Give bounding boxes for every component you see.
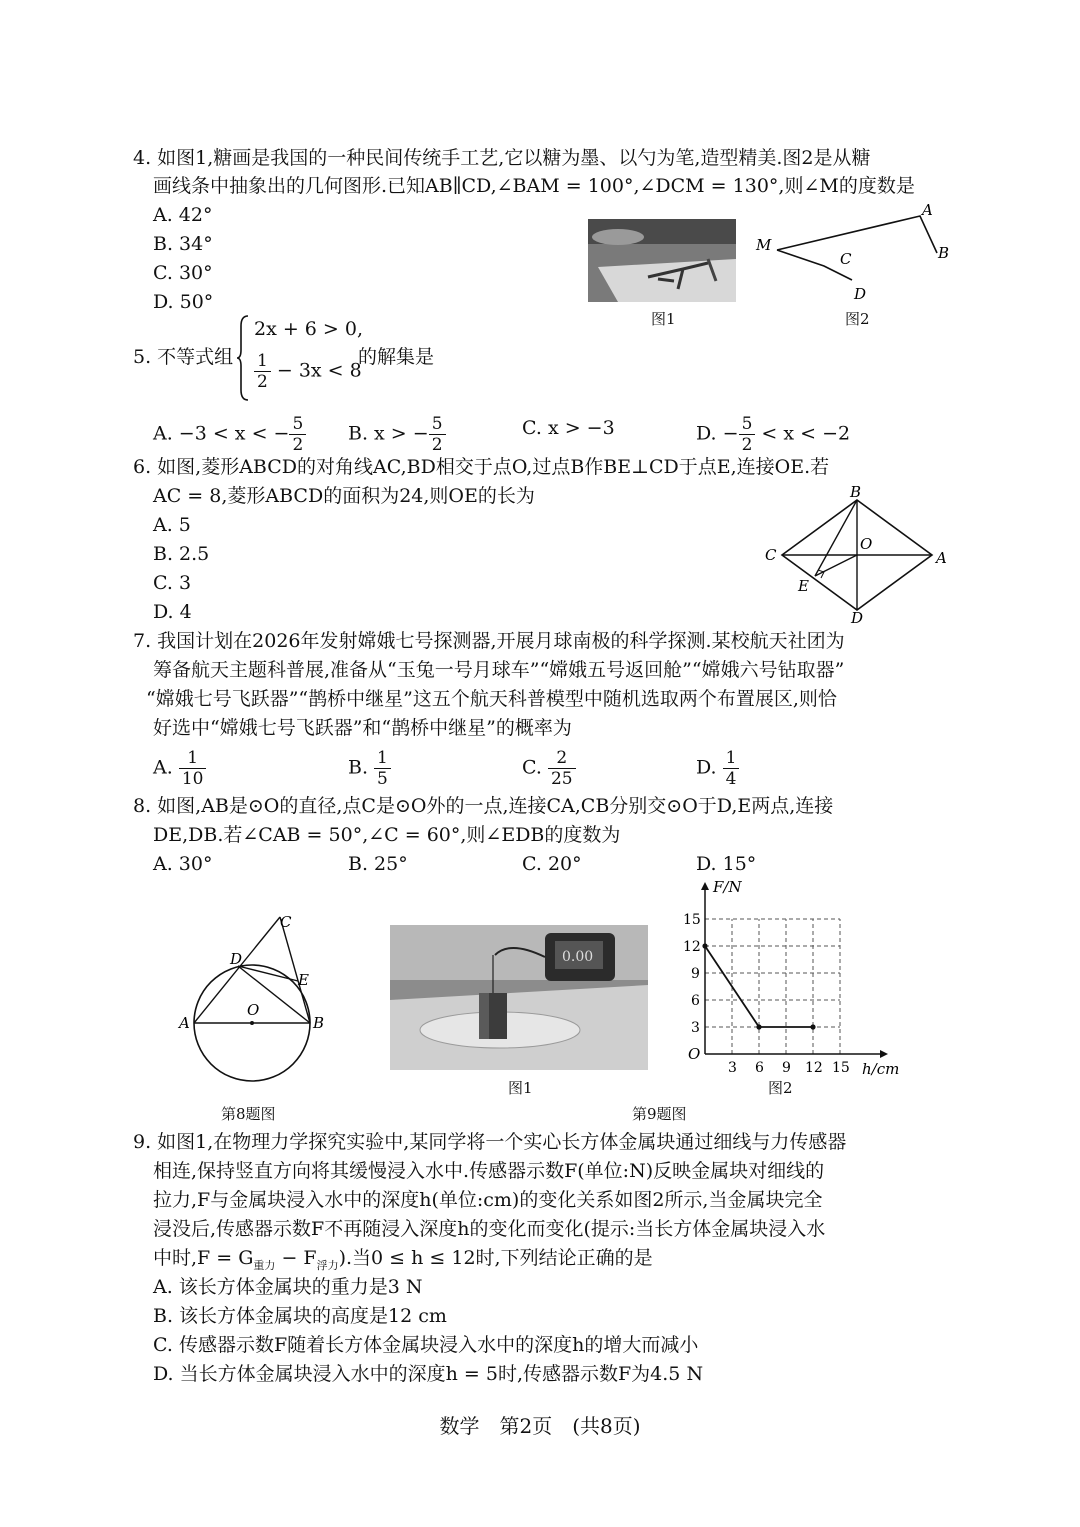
q8-fig-caption: 第8题图 [221,1105,276,1123]
q5-inequality-2: $\frac{1}{2}$ − 3x < 8 [254,351,362,392]
q4-option-b: B. 34° [153,233,213,255]
label-b: B [850,483,862,501]
q9-stem-line1: 9. 如图1,在物理力学探究实验中,某同学将一个实心长方体金属块通过细线与力传感器 [133,1131,847,1153]
chart-ticks [683,912,850,1076]
q9-fig2-caption: 图2 [768,1079,793,1097]
q4-fig2-caption: 图2 [845,310,870,328]
x-tick-label: 9 [782,1060,791,1076]
label-c: C [840,250,852,268]
label-e: E [298,971,309,989]
q7-stem-line4: 好选中“嫦娥七号飞跃器”和“鹊桥中继星”的概率为 [153,717,572,739]
x-axis-arrow [880,1050,888,1058]
rhombus-figure [760,483,960,625]
y-tick-label: 6 [691,993,700,1009]
data-point [702,943,707,948]
sugar-painting-photo [588,219,736,302]
label-m: M [756,236,772,254]
label-a: A [936,549,947,567]
q7-option-c: C. $\frac{2}{25}$ [522,748,576,789]
chart-grid [705,919,840,1054]
q4-option-a: A. 42° [153,204,213,226]
q8-option-d: D. 15° [696,853,757,875]
y-axis-label: F/N [713,878,742,896]
q9-fig1-caption: 图1 [508,1079,533,1097]
q7-stem-line1: 7. 我国计划在2026年发射嫦娥七号探测器,开展月球南极的科学探测.某校航天社团为 [133,630,845,652]
experiment-photo [390,925,648,1070]
q7-stem-line3: “嫦娥七号飞跃器”“鹊桥中继星”这五个航天科普模型中随机选取两个布置展区,则恰 [146,688,837,710]
q4-option-c: C. 30° [153,262,213,284]
x-tick-label: 3 [728,1060,737,1076]
q6-option-b: B. 2.5 [153,543,210,565]
q5-option-b: B. x > − $\frac{5}{2}$ [348,414,446,455]
q7-option-b: B. $\frac{1}{5}$ [348,748,391,789]
label-a: A [922,201,933,219]
q9-option-d: D. 当长方体金属块浸入水中的深度h = 5时,传感器示数F为4.5 N [153,1363,704,1385]
q9-option-a: A. 该长方体金属块的重力是3 N [153,1276,423,1298]
q4-fig1-caption: 图1 [651,310,676,328]
q8-stem-line1: 8. 如图,AB是⊙O的直径,点C是⊙O外的一点,连接CA,CB分别交⊙O于D,E两点,连接 [133,795,834,817]
label-e: E [798,577,809,595]
q5-inequality-1: 2x + 6 > 0, [254,318,364,340]
y-axis-arrow [701,882,709,890]
q5-prefix: 5. 不等式组 [133,346,234,368]
q4-stem-line2: 画线条中抽象出的几何图形.已知AB∥CD,∠BAM = 100°,∠DCM = 130°,则∠M的度数是 [153,175,915,197]
label-d: D [854,285,867,303]
q7-stem-line2: 筹备航天主题科普展,准备从“玉兔一号月球车”“嫦娥五号返回舱”“嫦娥六号钻取器” [153,659,845,681]
q6-option-c: C. 3 [153,572,192,594]
y-tick-label: 9 [691,966,700,982]
q8-option-a: A. 30° [153,853,213,875]
origin-label: O [688,1045,701,1063]
data-series-line [705,946,813,1027]
q6-option-d: D. 4 [153,601,192,623]
y-tick-label: 3 [691,1020,700,1036]
q6-option-a: A. 5 [153,514,191,536]
q9-option-c: C. 传感器示数F随着长方体金属块浸入水中的深度h的增大而减小 [153,1334,699,1356]
label-b: B [938,244,950,262]
label-c: C [765,546,777,564]
q8-option-c: C. 20° [522,853,582,875]
q5-option-a: A. −3 < x < − $\frac{5}{2}$ [153,414,306,455]
force-depth-chart [680,878,910,1078]
q4-option-d: D. 50° [153,291,214,313]
x-tick-label: 12 [805,1060,823,1076]
q9-stem-line2: 相连,保持竖直方向将其缓慢浸入水中.传感器示数F(单位:N)反映金属块对细线的 [153,1160,825,1182]
q7-option-d: D. $\frac{1}{4}$ [696,748,739,789]
label-d: D [851,609,864,625]
q9-stem-line5: 中时$,F = G_{重力} - F_{浮力}$).当0 ≤ h ≤ 12时,下列结论正确的是 [153,1247,653,1272]
data-point [810,1024,815,1029]
q5-option-c: C. x > −3 [522,417,615,439]
q8-option-b: B. 25° [348,853,408,875]
q4-stem-line1: 4. 如图1,糖画是我国的一种民间传统手工艺,它以糖为墨、以勺为笔,造型精美.图2是从糖 [133,147,871,169]
q7-option-a: A. $\frac{1}{10}$ [153,748,206,789]
label-a: A [179,1014,190,1032]
y-tick-label: 12 [683,939,701,955]
data-point [756,1024,761,1029]
q4-geometry-figure [752,198,962,303]
q9-stem-line4: 浸没后,传感器示数F不再随浸入深度h的变化而变化(提示:当长方体金属块浸入水 [153,1218,826,1240]
q8-stem-line2: DE,DB.若∠CAB = 50°,∠C = 60°,则∠EDB的度数为 [153,824,621,846]
q8-circle-figure [170,905,340,1095]
q5-option-d: D. − $\frac{5}{2}$ < x < −2 [696,414,851,455]
q9-stem-line3: 拉力,F与金属块浸入水中的深度h(单位:cm)的变化关系如图2所示,当金属块完全 [153,1189,823,1211]
page-footer: 数学 第2页 (共8页) [439,1414,641,1438]
q9-group-caption: 第9题图 [632,1105,687,1123]
q6-stem-line2: AC = 8,菱形ABCD的面积为24,则OE的长为 [153,485,535,507]
x-axis-label: h/cm [862,1060,900,1078]
system-brace [236,314,252,402]
q5-suffix: 的解集是 [358,346,435,368]
x-tick-label: 15 [832,1060,850,1076]
y-tick-label: 15 [683,912,701,928]
sensor-readout: 0.00 [562,949,594,965]
label-c: C [280,913,292,931]
label-o: O [860,535,873,553]
x-tick-label: 6 [755,1060,764,1076]
label-d: D [230,950,243,968]
q6-stem-line1: 6. 如图,菱形ABCD的对角线AC,BD相交于点O,过点B作BE⊥CD于点E,连接OE.若 [133,456,830,478]
label-o: O [247,1001,260,1019]
label-b: B [313,1014,325,1032]
q9-option-b: B. 该长方体金属块的高度是12 cm [153,1305,447,1327]
